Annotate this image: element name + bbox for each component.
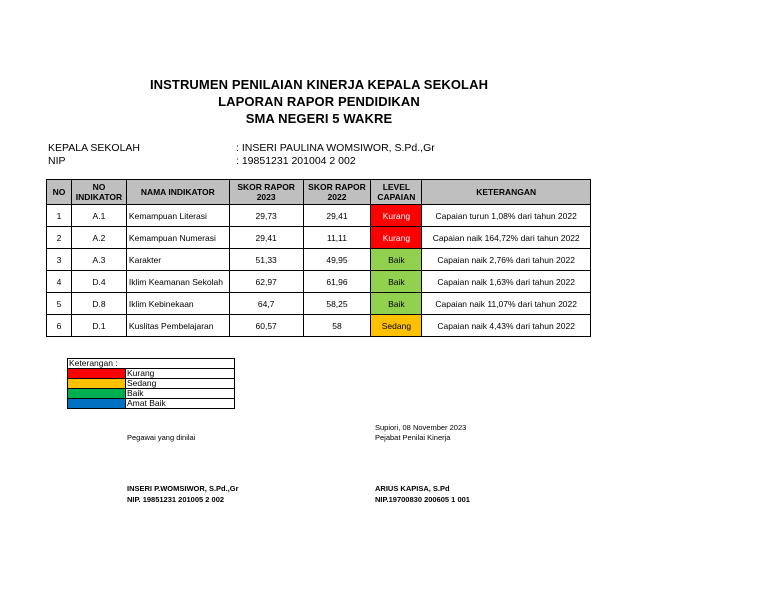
cell-skor-2022: 61,96	[303, 271, 371, 293]
header-nama-indikator: NAMA INDIKATOR	[126, 180, 229, 205]
cell-skor-2023: 29,41	[229, 227, 303, 249]
cell-skor-2023: 51,33	[229, 249, 303, 271]
signature-date: Supiori, 08 November 2023	[375, 423, 467, 432]
value-nip: : 19851231 201004 2 002	[236, 155, 356, 167]
cell-level: Kurang	[371, 227, 422, 249]
title-line-3: SMA NEGERI 5 WAKRE	[245, 111, 393, 126]
cell-no: 6	[47, 315, 72, 337]
legend-label-kurang: Kurang	[126, 369, 235, 379]
header-skor-2022: SKOR RAPOR 2022	[303, 180, 371, 205]
signature-left-nip: NIP. 19851231 201005 2 002	[127, 495, 225, 504]
cell-no: 2	[47, 227, 72, 249]
signature-right-role: Pejabat Penilai Kinerja	[375, 433, 451, 442]
cell-nama: Kemampuan Literasi	[126, 205, 229, 227]
legend-label-baik: Baik	[126, 389, 235, 399]
cell-skor-2023: 60,57	[229, 315, 303, 337]
cell-keterangan: Capaian naik 2,76% dari tahun 2022	[422, 249, 591, 271]
cell-keterangan: Capaian naik 1,63% dari tahun 2022	[422, 271, 591, 293]
table-row	[47, 249, 591, 271]
table-row	[47, 227, 591, 249]
title-line-2: LAPORAN RAPOR PENDIDIKAN	[218, 94, 420, 109]
legend-swatch-amat-baik	[68, 399, 126, 409]
table-row	[47, 205, 591, 227]
legend-swatch-sedang	[68, 379, 126, 389]
table-row	[47, 293, 591, 315]
cell-skor-2022: 11,11	[303, 227, 371, 249]
cell-skor-2023: 29,73	[229, 205, 303, 227]
cell-keterangan: Capaian naik 164,72% dari tahun 2022	[422, 227, 591, 249]
cell-level: Baik	[371, 293, 422, 315]
header-level-capaian: LEVEL CAPAIAN	[371, 180, 422, 205]
cell-kode: D.1	[71, 315, 126, 337]
cell-keterangan: Capaian turun 1,08% dari tahun 2022	[422, 205, 591, 227]
cell-no: 1	[47, 205, 72, 227]
cell-skor-2022: 49,95	[303, 249, 371, 271]
table-header-row	[47, 180, 591, 205]
cell-skor-2022: 29,41	[303, 205, 371, 227]
cell-no: 5	[47, 293, 72, 315]
legend-title: Keterangan :	[68, 359, 235, 369]
cell-level: Sedang	[371, 315, 422, 337]
label-nip: NIP	[48, 155, 66, 167]
cell-keterangan: Capaian naik 4,43% dari tahun 2022	[422, 315, 591, 337]
signature-right-nip: NIP.19700830 200605 1 001	[375, 495, 470, 504]
signature-left-role: Pegawai yang dinilai	[127, 433, 196, 442]
value-kepala-sekolah: : INSERI PAULINA WOMSIWOR, S.Pd.,Gr	[236, 142, 435, 154]
cell-keterangan: Capaian naik 11,07% dari tahun 2022	[422, 293, 591, 315]
legend-swatch-kurang	[68, 369, 126, 379]
header-no: NO	[47, 180, 72, 205]
header-no-indikator: NO INDIKATOR	[71, 180, 126, 205]
cell-nama: Karakter	[126, 249, 229, 271]
cell-level: Baik	[371, 249, 422, 271]
cell-nama: Kemampuan Numerasi	[126, 227, 229, 249]
table-row	[47, 271, 591, 293]
cell-level: Baik	[371, 271, 422, 293]
cell-skor-2023: 64,7	[229, 293, 303, 315]
label-kepala-sekolah: KEPALA SEKOLAH	[48, 142, 141, 154]
cell-nama: Iklim Keamanan Sekolah	[126, 271, 229, 293]
cell-kode: A.2	[71, 227, 126, 249]
cell-no: 3	[47, 249, 72, 271]
cell-kode: D.8	[71, 293, 126, 315]
cell-kode: D.4	[71, 271, 126, 293]
header-skor-2023: SKOR RAPOR 2023	[229, 180, 303, 205]
table-row	[47, 315, 591, 337]
cell-skor-2022: 58,25	[303, 293, 371, 315]
cell-no: 4	[47, 271, 72, 293]
header-keterangan: KETERANGAN	[422, 180, 591, 205]
cell-kode: A.3	[71, 249, 126, 271]
cell-level: Kurang	[371, 205, 422, 227]
legend-table	[67, 358, 235, 409]
cell-nama: Kuslitas Pembelajaran	[126, 315, 229, 337]
cell-skor-2023: 62,97	[229, 271, 303, 293]
indicator-table	[46, 179, 591, 337]
legend-swatch-baik	[68, 389, 126, 399]
legend-label-sedang: Sedang	[126, 379, 235, 389]
signature-right-name: ARIUS KAPISA, S.Pd	[375, 484, 450, 493]
title-line-1: INSTRUMEN PENILAIAN KINERJA KEPALA SEKOLAH	[149, 77, 489, 92]
cell-kode: A.1	[71, 205, 126, 227]
document-title	[0, 76, 638, 127]
cell-skor-2022: 58	[303, 315, 371, 337]
legend-label-amat-baik: Amat Baik	[126, 399, 235, 409]
cell-nama: Iklim Kebinekaan	[126, 293, 229, 315]
signature-left-name: INSERI P.WOMSIWOR, S.Pd.,Gr	[127, 484, 239, 493]
